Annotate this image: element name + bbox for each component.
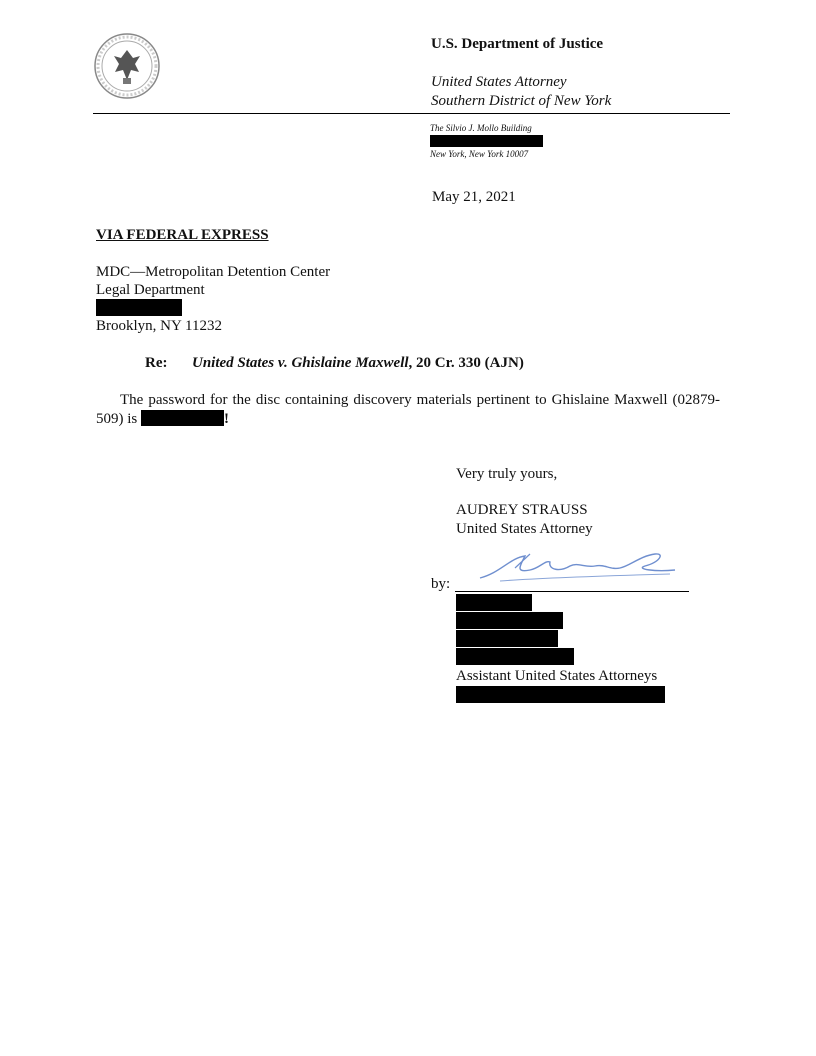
closing: Very truly yours, <box>456 466 558 482</box>
handwritten-signature-icon <box>470 548 685 588</box>
doj-seal-icon <box>93 32 161 100</box>
re-label: Re: <box>145 355 168 371</box>
recipient-line-4: Brooklyn, NY 11232 <box>96 318 222 334</box>
city-line: New York, New York 10007 <box>430 149 529 159</box>
body-exclamation: ! <box>224 411 229 427</box>
redaction-aus-name-2 <box>456 612 563 629</box>
signer-title: United States Attorney <box>456 521 593 537</box>
signer-role: Assistant United States Attorneys <box>456 668 658 684</box>
by-label: by: <box>431 576 451 592</box>
recipient-address <box>96 263 330 335</box>
office-block <box>431 73 611 111</box>
case-name: United States v. Ghislaine Maxwell <box>192 355 409 371</box>
case-number: , 20 Cr. 330 (AJN) <box>408 355 524 371</box>
department-name: U.S. Department of Justice <box>431 36 604 52</box>
letter-date: May 21, 2021 <box>432 189 516 205</box>
recipient-line-2: Legal Department <box>96 282 205 298</box>
building-name: The Silvio J. Mollo Building <box>430 123 532 133</box>
signer-name: AUDREY STRAUSS <box>456 502 588 518</box>
redaction-aus-name-4 <box>456 648 574 665</box>
recipient-line-3 <box>96 299 330 317</box>
redaction-contact <box>456 686 665 703</box>
recipient-line-1: MDC—Metropolitan Detention Center <box>96 264 331 280</box>
redaction-password <box>141 410 224 426</box>
redaction-street-address <box>96 299 182 316</box>
redaction-building-address <box>430 135 543 147</box>
header-rule <box>93 113 730 114</box>
office-line-2: Southern District of New York <box>431 93 612 109</box>
letter-body <box>96 391 720 429</box>
case-caption <box>192 355 524 372</box>
office-line-1: United States Attorney <box>431 74 567 90</box>
redaction-aus-name-1 <box>456 594 532 611</box>
body-text: The password for the disc containing discovery materials pertinent to Ghislaine Maxwell (02879-509) is <box>96 392 720 427</box>
signature-line <box>455 591 689 592</box>
delivery-method: VIA FEDERAL EXPRESS <box>96 227 269 243</box>
redaction-aus-name-3 <box>456 630 558 647</box>
